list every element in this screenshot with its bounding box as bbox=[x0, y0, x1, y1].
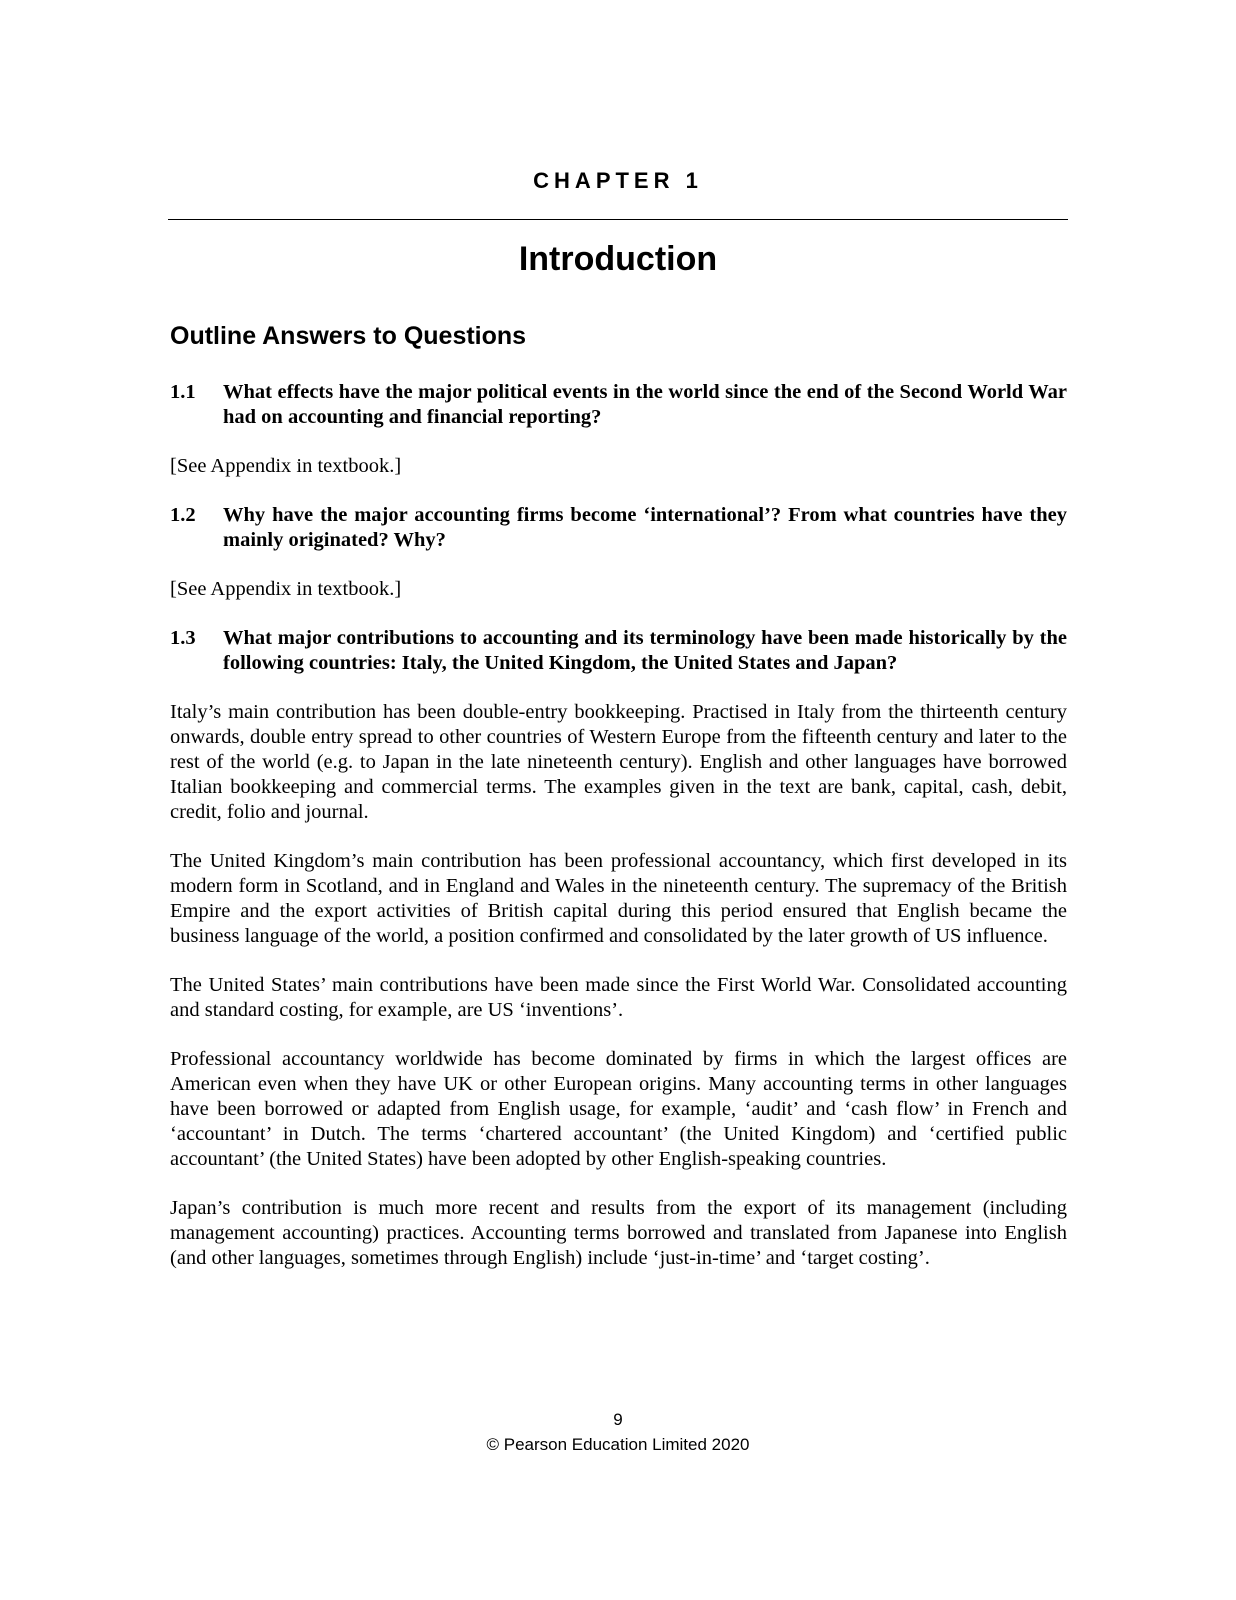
chapter-title: Introduction bbox=[518, 240, 718, 278]
answer-paragraph-japan: Japan’s contribution is much more recent and results from the export of its management (including management accounting) practices. Accounting terms borrowed and translated from Japanese into English (and other languages, sometimes through English) include ‘just-in-time’ and ‘target costing’. bbox=[170, 1197, 1067, 1269]
copyright-notice: © Pearson Education Limited 2020 bbox=[486, 1435, 750, 1454]
question-number: 1.1 bbox=[170, 381, 196, 403]
answer-paragraph: [See Appendix in textbook.] bbox=[170, 578, 402, 600]
page-number: 9 bbox=[613, 1410, 623, 1429]
answer-paragraph-italy: Italy’s main contribution has been double-entry bookkeeping. Practised in Italy from the thirteenth century onwards, double entry spread to other countries of Western Europe from the fifteenth century and later to the rest of the world (e.g. to Japan in the late nineteenth century). English and other languages have borrowed Italian bookkeeping and commercial terms. The examples given in the text are bank, capital, cash, debit, credit, folio and journal. bbox=[170, 701, 1067, 823]
answer-paragraph-uk: The United Kingdom’s main contribution has been professional accountancy, which first developed in its modern form in Scotland, and in England and Wales in the nineteenth century. The supremacy of the British Empire and the export activities of British capital during this period ensured that English became the business language of the world, a position confirmed and consolidated by the later growth of US influence. bbox=[170, 850, 1067, 947]
question-number: 1.3 bbox=[170, 627, 196, 649]
question-text: What major contributions to accounting and its terminology have been made historically by the following countries: Italy, the United Kingdom, the United States and Japan? bbox=[223, 627, 1067, 674]
header-rule bbox=[168, 219, 1068, 220]
question-1-3 bbox=[170, 626, 1067, 676]
question-number: 1.2 bbox=[170, 504, 196, 526]
section-heading: Outline Answers to Questions bbox=[170, 322, 527, 350]
question-text: What effects have the major political events in the world since the end of the Second World War had on accounting and financial reporting? bbox=[223, 381, 1067, 428]
question-text: Why have the major accounting firms become ‘international’? From what countries have they mainly originated? Why? bbox=[223, 504, 1067, 551]
question-1-2 bbox=[170, 503, 1067, 553]
answer-paragraph-us: The United States’ main contributions have been made since the First World War. Consolidated accounting and standard costing, for example, are US ‘inventions’. bbox=[170, 974, 1067, 1021]
answer-paragraph-firms: Professional accountancy worldwide has become dominated by firms in which the largest offices are American even when they have UK or other European origins. Many accounting terms in other languages have been borrowed or adapted from English usage, for example, ‘audit’ and ‘cash flow’ in French and ‘accountant’ in Dutch. The terms ‘chartered accountant’ (the United Kingdom) and ‘certified public accountant’ (the United States) have been adopted by other English-speaking countries. bbox=[170, 1048, 1067, 1170]
document-body bbox=[170, 380, 1067, 1295]
question-1-1 bbox=[170, 380, 1067, 430]
chapter-label: CHAPTER 1 bbox=[533, 168, 703, 193]
answer-paragraph: [See Appendix in textbook.] bbox=[170, 455, 402, 477]
